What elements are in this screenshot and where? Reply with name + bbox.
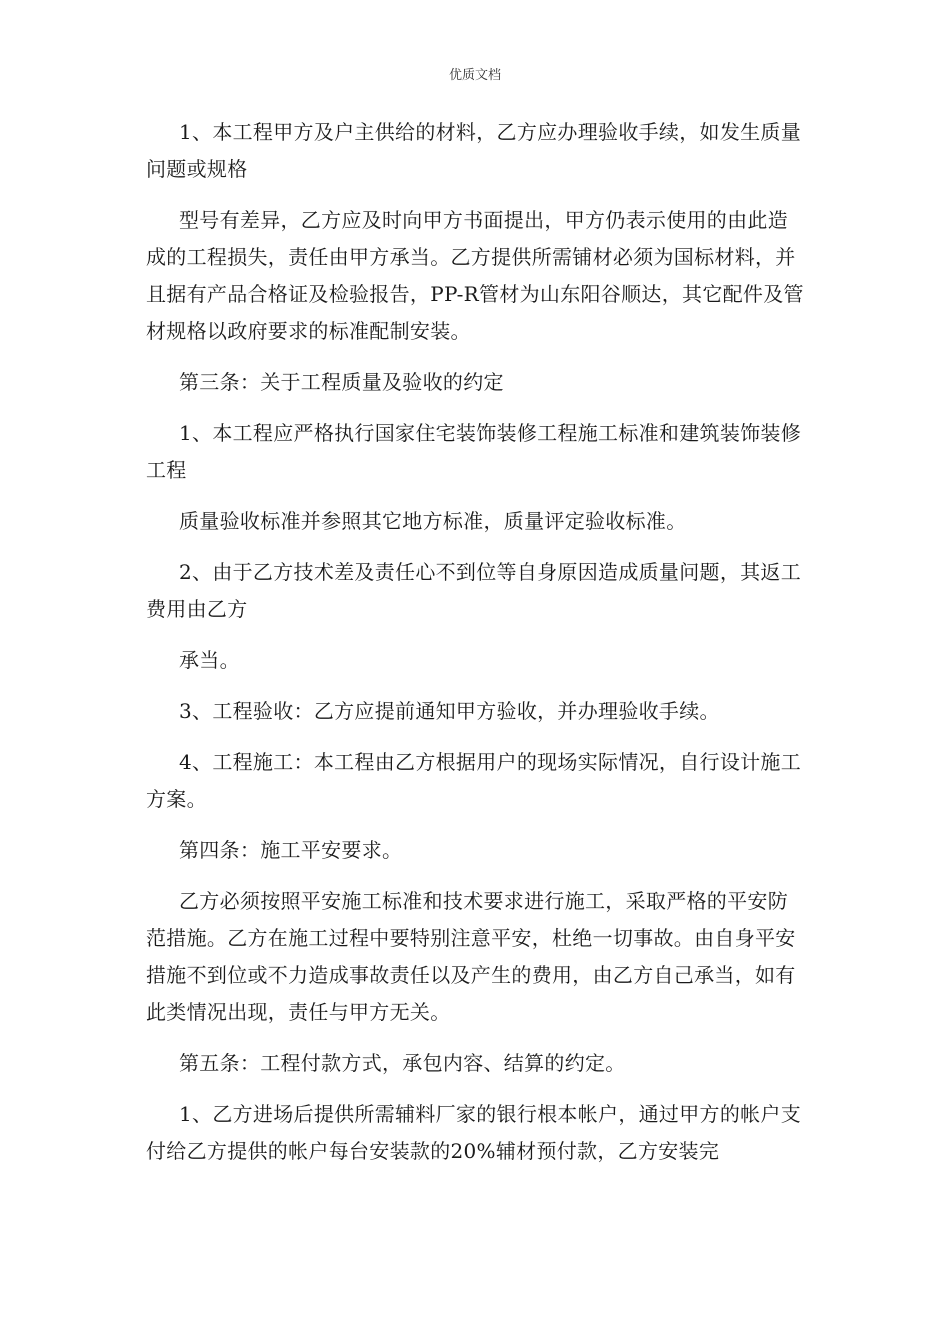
document-body [146, 114, 806, 1184]
paragraph-payment: 1、乙方进场后提供所需辅料厂家的银行根本帐户，通过甲方的帐户支付给乙方提供的帐户每台安装款的20%辅材预付款，乙方安装完 [146, 1102, 802, 1163]
paragraph-materials-spec: 型号有差异，乙方应及时向甲方书面提出，甲方仍表示使用的由此造成的工程损失，责任由甲方承当。乙方提供所需铺材必须为国标材料，并且据有产品合格证及检验报告，PP-R管材为山东阳谷顺达，其它配件及管材规格以政府要求的标准配制安装。 [146, 208, 804, 343]
paragraph-safety-requirements: 乙方必须按照平安施工标准和技术要求进行施工，采取严格的平安防范措施。乙方在施工过程中要特别注意平安，杜绝一切事故。由自身平安措施不到位或不力造成事故责任以及产生的费用，由乙方自己承当，如有此类情况出现，责任与甲方无关。 [146, 889, 796, 1024]
paragraph-rework-cost: 2、由于乙方技术差及责任心不到位等自身原因造成质量问题，其返工费用由乙方 [146, 560, 802, 621]
paragraph-construction-plan: 4、工程施工：本工程由乙方根据用户的现场实际情况，自行设计施工方案。 [146, 750, 802, 811]
page-header: 优质文档 [448, 68, 501, 83]
paragraph-materials-acceptance: 1、本工程甲方及户主供给的材料，乙方应办理验收手续，如发生质量问题或规格 [146, 120, 802, 181]
paragraph-quality-acceptance: 质量验收标准并参照其它地方标准，质量评定验收标准。 [179, 509, 687, 533]
article-5-heading: 第五条：工程付款方式，承包内容、结算的约定。 [179, 1051, 626, 1075]
paragraph-inspection: 3、工程验收：乙方应提前通知甲方验收，并办理验收手续。 [179, 699, 720, 723]
paragraph-rework-cost-cont: 承当。 [179, 648, 240, 672]
paragraph-quality-standard: 1、本工程应严格执行国家住宅装饰装修工程施工标准和建筑装饰装修工程 [146, 421, 802, 482]
article-4-heading: 第四条：施工平安要求。 [179, 838, 403, 862]
article-3-heading: 第三条：关于工程质量及验收的约定 [179, 370, 504, 394]
